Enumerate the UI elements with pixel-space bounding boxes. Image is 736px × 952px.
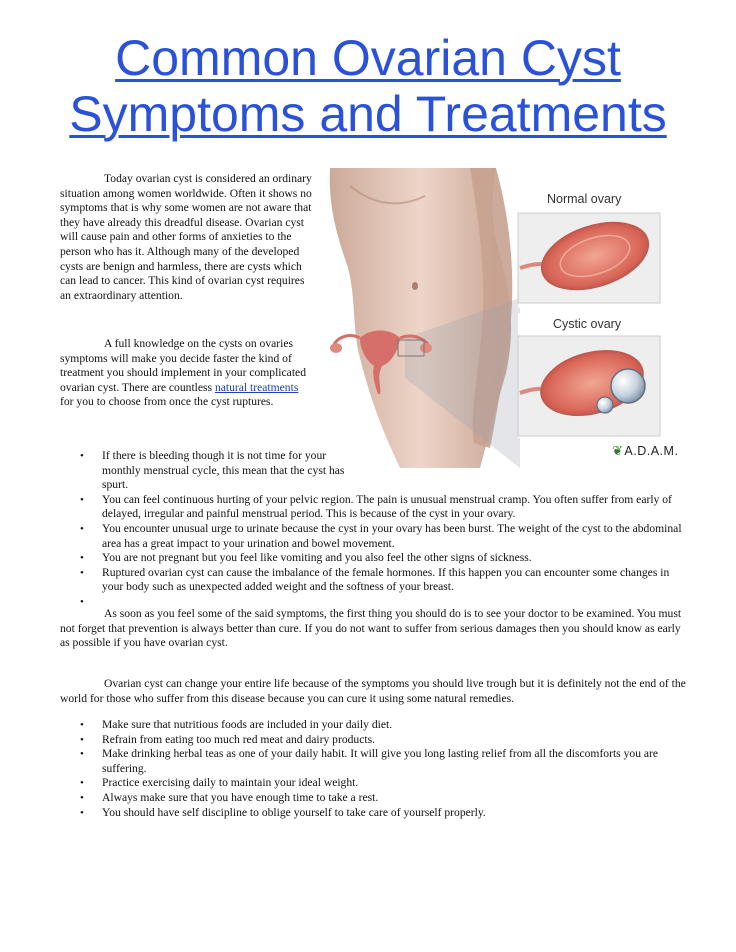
bullet-glyph: • [80,719,84,731]
bullet-glyph: • [80,777,84,790]
symptom-text: If there is bleeding though it is not time for your monthly menstrual cycle, this mean that the cyst has spurt. [102,449,345,492]
remedy-text: You should have self discipline to oblige yourself to take care of yourself properly. [102,805,486,819]
bullet-glyph: • [80,748,84,761]
remedy-text: Make sure that nutritious foods are included in your daily diet. [102,718,393,731]
remedies-list [60,718,692,820]
list-item [60,566,692,595]
bullet-glyph: • [80,450,84,462]
page-title: Common Ovarian Cyst Symptoms and Treatments [69,30,667,142]
ovary-illustration [320,168,700,468]
symptom-text: You can feel continuous hurting of your pelvic region. The pain is unusual menstrual cramp. You often suffer from early of delayed, irregular and painful menstrual period. This is because of the cyst in your ovary. [102,492,672,521]
intro-paragraph-2 [60,337,314,410]
intro-paragraph-2-text-b: for you to choose from once the cyst ruptures. [60,395,274,409]
bullet-glyph: • [80,522,84,535]
list-item [60,522,692,551]
bullet-glyph: • [80,493,84,506]
intro-paragraph-2-text-a: A full knowledge on the cysts on ovaries symptoms will make you decide faster the kind of treatment you should implement in your complicated ovarian cyst. There are countless [60,337,306,394]
list-item [60,806,692,821]
bullet-glyph: • [80,595,84,608]
leaf-icon: ❦ [612,443,624,458]
ovary-illustration-svg [320,168,700,468]
remedy-text: Refrain from eating too much red meat and dairy products. [102,732,376,746]
bullet-glyph: • [80,806,84,819]
remedy-text: Make drinking herbal teas as one of your daily habit. It will give you long lasting relief from all the discomforts you are suffering. [102,747,659,775]
list-item [60,718,692,733]
symptom-text: Ruptured ovarian cyst can cause the imbalance of the female hormones. If this happen you can encounter some changes in your body such as unexpected added weight and the softness of your breast. [102,565,670,594]
cyst-large [611,369,645,403]
paragraph-4: Ovarian cyst can change your entire life because of the symptoms you should live trough but it is definitely not the end of the world for those who suffer from this disease because you can cure it using some natural remedies. [60,677,686,705]
remedy-text: Practice exercising daily to maintain your ideal weight. [102,776,359,790]
remedy-text: Always make sure that you have enough time to take a rest. [102,790,379,804]
bullet-glyph: • [80,791,84,804]
list-item [60,449,362,493]
cyst-small [597,397,613,413]
cystic-ovary-label: Cystic ovary [553,317,622,331]
list-item [60,493,692,522]
paragraph-3: As soon as you feel some of the said symptoms, the first thing you should do is to see your doctor to be examined. You must not forget that prevention is always better than cure. If you do not want to suffer from serious damages then you should know as early as possible if you have ovarian cyst. [60,607,682,650]
list-item [60,551,692,566]
normal-ovary-panel [518,178,660,308]
symptom-text: You encounter unusual urge to urinate because the cyst in your ovary has been burst. The weight of the cyst to the abdominal area has a great impact to your urination and bowel movement. [102,521,682,550]
list-item [60,733,692,748]
symptoms-list [60,449,692,610]
list-item [60,776,692,791]
adam-credit-text: A.D.A.M. [624,444,679,458]
cystic-ovary-panel [518,313,660,438]
symptom-text: You are not pregnant but you feel like vomiting and you also feel the other signs of sickness. [102,551,532,565]
list-item [60,747,692,776]
bullet-glyph: • [80,733,84,746]
normal-ovary-label: Normal ovary [547,192,622,206]
list-item [60,791,692,806]
bullet-glyph: • [80,552,84,565]
natural-treatments-link[interactable]: natural treatments [214,380,299,394]
bullet-glyph: • [80,566,84,579]
intro-paragraph-1: Today ovarian cyst is considered an ordinary situation among women worldwide. Often it shows no symptoms that is why some women are not aware that they have already this dreadful disease. Ovarian cyst will cause pain and other forms of anxieties to the person who has it. Although many of the developed cysts are benign and harmless, there are cysts which can lead to cancer. This kind of ovarian cyst requires an extraordinary attention. [60,172,312,302]
